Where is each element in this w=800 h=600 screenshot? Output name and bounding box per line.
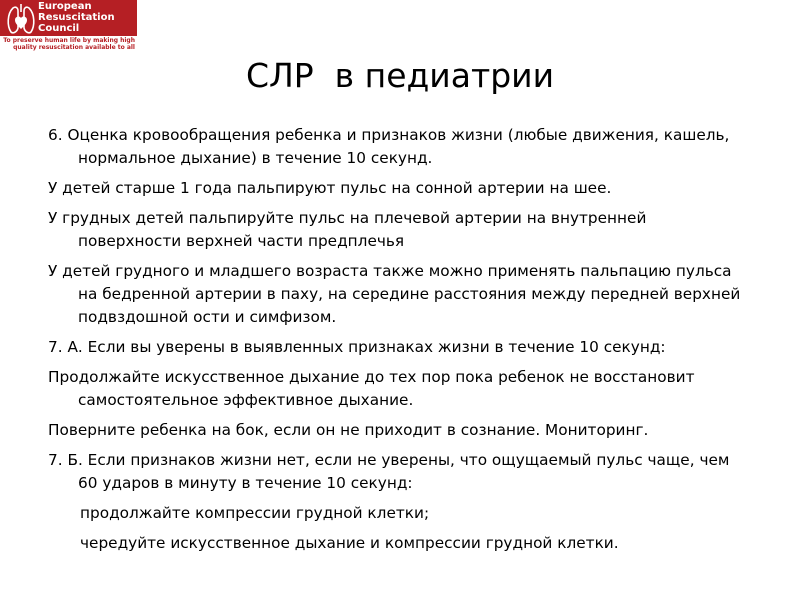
logo-banner xyxy=(0,0,137,36)
paragraph-femoral-pulse: У детей грудного и младшего возраста также можно применять пальпацию пульса на бедренной артерии в паху, на середине расстояния между передней верхней подвздошной ости и симфизом. xyxy=(48,262,741,326)
logo-wordmark xyxy=(38,1,137,34)
paragraph-alternate-breaths: чередуйте искусственное дыхание и компрессии грудной клетки. xyxy=(80,534,619,552)
paragraph-7a-heading: 7. А. Если вы уверены в выявленных признаках жизни в течение 10 секунд: xyxy=(48,338,666,356)
paragraph-continue-breathing: Продолжайте искусственное дыхание до тех пор пока ребенок не восстановит самостоятельное эффективное дыхание. xyxy=(48,368,695,409)
logo-line-resuscitation: Resuscitation xyxy=(38,12,115,23)
logo-line-european: European xyxy=(38,1,92,12)
paragraph-brachial-pulse: У грудных детей пальпируйте пульс на плечевой артерии на внутренней поверхности верхней части предплечья xyxy=(48,209,647,250)
slide-body xyxy=(48,124,748,562)
erc-logo xyxy=(0,0,137,52)
logo-tagline: To preserve human life by making high quality resuscitation available to all xyxy=(3,37,135,51)
heart-lungs-icon xyxy=(4,2,38,36)
paragraph-carotid-pulse: У детей старше 1 года пальпируют пульс на сонной артерии на шее. xyxy=(48,179,612,197)
paragraph-recovery-position: Поверните ребенка на бок, если он не приходит в сознание. Мониторинг. xyxy=(48,421,649,439)
slide-title: СЛР в педиатрии xyxy=(245,56,555,95)
logo-line-council: Council xyxy=(38,23,80,34)
paragraph-7b-heading: 7. Б. Если признаков жизни нет, если не уверены, что ощущаемый пульс чаще, чем 60 ударов в минуту в течение 10 секунд: xyxy=(48,451,730,492)
paragraph-continue-compressions: продолжайте компрессии грудной клетки; xyxy=(80,504,430,522)
paragraph-circulation-check: 6. Оценка кровообращения ребенка и признаков жизни (любые движения, кашель, нормальное дыхание) в течение 10 секунд. xyxy=(48,126,730,167)
